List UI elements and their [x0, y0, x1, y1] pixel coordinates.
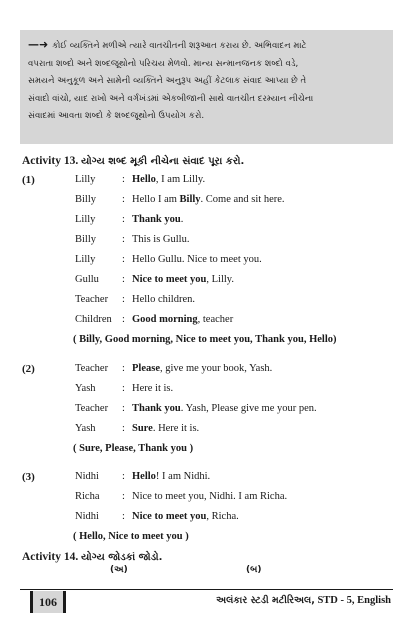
speaker: Teacher: [75, 363, 109, 374]
utterance: Hello I am Billy. Come and sit here.: [132, 194, 285, 205]
footer-divider: [20, 589, 393, 590]
intro-line-2: વપરાતા શબ્દો અને શબ્દજૂથોનો પરિચય મેળવો. માન્ય સન્માનજનક શબ્દો વડે,: [28, 58, 299, 69]
intro-line-4: સંવાદો વાંચો, યાદ રાખો અને વર્ગખંડમાં એકબીજાની સાથે વાતચીત દરમ્યાન નીચેના: [28, 93, 314, 104]
column-b-heading: (બ): [246, 565, 262, 575]
textbook-page: —➜ કોઈ વ્યક્તિને મળીએ ત્યારે વાતચીતની શરૂઆત કરાય છે. અભિવાદન માટે વપરાતા શબ્દો અને શબ્દજૂથોનો પરિચય મેળવો. માન્ય સન્માનજનક શબ્દો વડે, સમયને અનુકૂળ અને સામેની વ્યક્તિને અનુરૂપ અહીં કેટલાક સંવાદ આપ્યા છે તે સંવાદો વાંચો, યાદ રાખો અને વર્ગખંડમાં એકબીજાની સાથે વાતચીત દરમ્યાન નીચેના સંવાદમાં આવતા શબ્દો કે શબ્દજૂથોનો ઉપયોગ કરો. Activity 13. યોગ્ય શબ્દ મૂકી નીચેના સંવાદ પૂરા કરો. (1) Lilly : Hello, I am Lilly. Billy : Hello I am Billy. Come and sit here. Lilly : Thank you. Billy : This is Gullu. Lilly : Hello Gullu. Nice to meet you. Gullu : Nice to meet you, Lilly. Teacher : Hello children. Children : Good morning, teacher ( Billy, Good morning, Nice to meet you, Thank you, Hello) (2) Teacher : Please, give me your book, Yash. Yash : Here it is. Teacher : Thank you. Yash, Please give me your pen. Yash : Sure. Here it is. ( Sure, Please, Thank you ) (3) Nidhi : Hello! I am Nidhi. Richa : Nice to meet you, Nidhi. I am Richa. Nidhi : Nice to meet you, Richa. ( Hello, Nice to meet you ) Activity 14. યોગ્ય જોડકાં જોડો. (અ) (બ) 106 અલંકાર સ્ટડી મટીરિઅલ, STD - 5, English: [0, 0, 413, 629]
speaker: Gullu: [75, 274, 99, 285]
footer-publisher: અલંકાર સ્ટડી મટીરિઅલ, STD - 5, English: [216, 595, 391, 606]
activity-14-heading: Activity 14. યોગ્ય જોડકાં જોડો.: [22, 551, 163, 563]
activity-13-heading: Activity 13. યોગ્ય શબ્દ મૂકી નીચેના સંવાદ પૂરા કરો.: [22, 155, 245, 167]
page-number: 106: [30, 591, 66, 613]
column-a-heading: (અ): [110, 565, 128, 575]
utterance: Nice to meet you, Lilly.: [132, 274, 234, 285]
utterance: Good morning, teacher: [132, 314, 234, 325]
answer-options: ( Billy, Good morning, Nice to meet you, Thank you, Hello): [73, 334, 337, 345]
dialogue-number: (2): [22, 363, 35, 375]
utterance: This is Gullu.: [132, 234, 190, 245]
speaker: Teacher: [75, 403, 109, 414]
utterance: Please, give me your book, Yash.: [132, 363, 273, 374]
utterance: Here it is.: [132, 383, 174, 394]
arrow-icon: —➜: [28, 38, 49, 51]
dialogue-number: (1): [22, 174, 35, 186]
dialogue-number: (3): [22, 471, 35, 483]
speaker: Yash: [75, 383, 96, 394]
utterance: Sure. Here it is.: [132, 423, 200, 434]
speaker: Nidhi: [75, 471, 99, 482]
speaker: Lilly: [75, 214, 96, 225]
answer-options: ( Hello, Nice to meet you ): [73, 531, 189, 542]
speaker: Richa: [75, 491, 100, 502]
utterance: Nice to meet you, Nidhi. I am Richa.: [132, 491, 288, 502]
speaker: Billy: [75, 234, 97, 245]
utterance: Thank you.: [132, 214, 184, 225]
speaker: Children: [75, 314, 112, 325]
answer-options: ( Sure, Please, Thank you ): [73, 443, 194, 454]
intro-line-5: સંવાદમાં આવતા શબ્દો કે શબ્દજૂથોનો ઉપયોગ કરો.: [28, 111, 205, 122]
speaker: Yash: [75, 423, 96, 434]
intro-box: [20, 30, 393, 144]
speaker: Lilly: [75, 174, 96, 185]
utterance: Hello children.: [132, 294, 195, 305]
intro-line-1: —➜ કોઈ વ્યક્તિને મળીએ ત્યારે વાતચીતની શરૂઆત કરાય છે. અભિવાદન માટે: [28, 38, 307, 51]
speaker: Nidhi: [75, 511, 99, 522]
speaker: Billy: [75, 194, 97, 205]
intro-line-3: સમયને અનુકૂળ અને સામેની વ્યક્તિને અનુરૂપ અહીં કેટલાક સંવાદ આપ્યા છે તે: [28, 76, 307, 87]
utterance: Hello Gullu. Nice to meet you.: [132, 254, 262, 265]
utterance: Thank you. Yash, Please give me your pen.: [132, 403, 317, 414]
utterance: Nice to meet you, Richa.: [132, 511, 239, 522]
utterance: Hello! I am Nidhi.: [132, 471, 211, 482]
speaker: Teacher: [75, 294, 109, 305]
speaker: Lilly: [75, 254, 96, 265]
utterance: Hello, I am Lilly.: [132, 174, 206, 185]
